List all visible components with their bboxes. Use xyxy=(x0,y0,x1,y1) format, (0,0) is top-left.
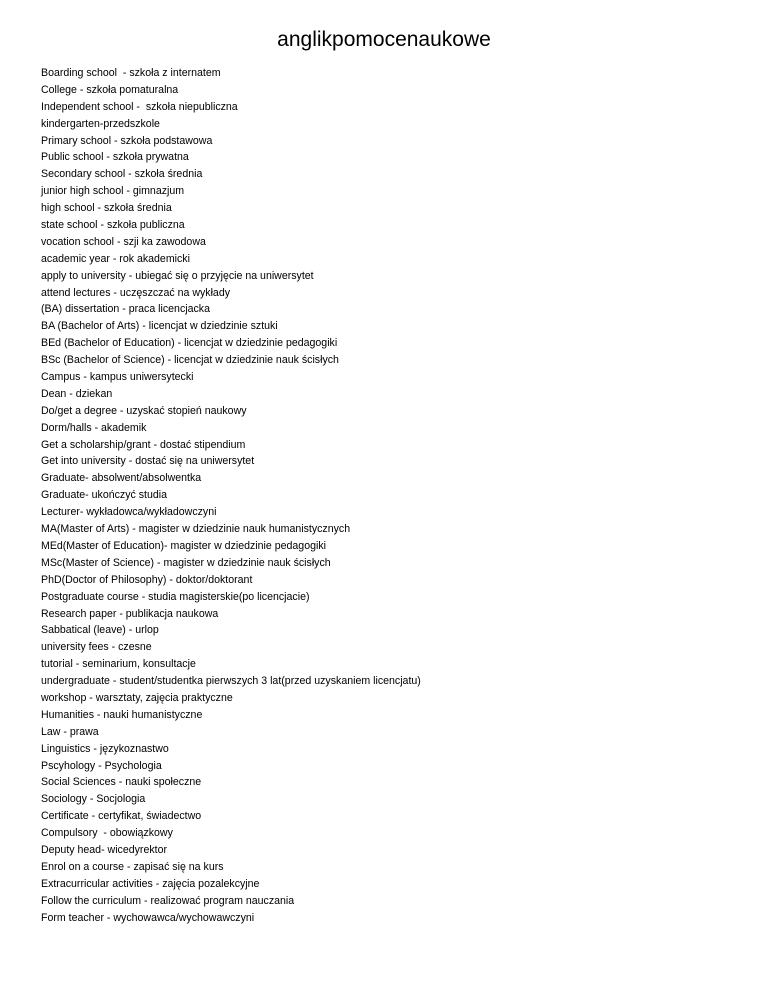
vocabulary-entry: Research paper - publikacja naukowa xyxy=(41,607,219,620)
vocabulary-entry: workshop - warsztaty, zajęcia praktyczne xyxy=(41,691,233,704)
page-title: anglikpomocenaukowe xyxy=(277,28,491,51)
vocabulary-entry: kindergarten-przedszkole xyxy=(41,117,160,130)
vocabulary-entry: College - szkoła pomaturalna xyxy=(41,83,179,96)
vocabulary-entry: undergraduate - student/studentka pierwszych 3 lat(przed uzyskaniem licencjatu) xyxy=(41,675,421,688)
vocabulary-entry: Primary school - szkoła podstawowa xyxy=(41,134,213,147)
vocabulary-entry: Extracurricular activities - zajęcia pozalekcyjne xyxy=(41,877,260,890)
vocabulary-entry: university fees - czesne xyxy=(41,641,152,654)
vocabulary-list xyxy=(41,65,421,926)
vocabulary-entry: Dean - dziekan xyxy=(41,387,113,400)
vocabulary-entry: Compulsory - obowiązkowy xyxy=(41,827,173,840)
vocabulary-entry: Linguistics - językoznastwo xyxy=(41,742,169,755)
vocabulary-entry: Lecturer- wykładowca/wykładowczyni xyxy=(41,506,217,519)
vocabulary-entry: Humanities - nauki humanistyczne xyxy=(41,708,203,721)
vocabulary-entry: Certificate - certyfikat, świadectwo xyxy=(41,810,202,823)
vocabulary-entry: Dorm/halls - akademik xyxy=(41,421,147,434)
vocabulary-entry: Postgraduate course - studia magisterskie(po licencjacie) xyxy=(41,590,310,603)
vocabulary-entry: (BA) dissertation - praca licencjacka xyxy=(41,303,210,316)
vocabulary-entry: Sociology - Socjologia xyxy=(41,793,146,806)
vocabulary-entry: Deputy head- wicedyrektor xyxy=(41,843,168,856)
vocabulary-entry: BA (Bachelor of Arts) - licencjat w dziedzinie sztuki xyxy=(41,320,278,333)
vocabulary-entry: Independent school - szkoła niepubliczna xyxy=(41,100,238,113)
vocabulary-entry: MSc(Master of Science) - magister w dziedzinie nauk ścisłych xyxy=(41,556,331,569)
vocabulary-entry: Social Sciences - nauki społeczne xyxy=(41,776,202,789)
vocabulary-entry: MEd(Master of Education)- magister w dziedzinie pedagogiki xyxy=(41,539,326,552)
vocabulary-entry: BEd (Bachelor of Education) - licencjat w dziedzinie pedagogiki xyxy=(41,337,338,350)
vocabulary-entry: junior high school - gimnazjum xyxy=(41,185,185,198)
vocabulary-entry: Pscyhology - Psychologia xyxy=(41,759,162,772)
vocabulary-entry: Graduate- absolwent/absolwentka xyxy=(41,472,202,485)
vocabulary-entry: academic year - rok akademicki xyxy=(41,252,190,265)
vocabulary-entry: tutorial - seminarium, konsultacje xyxy=(41,658,196,671)
vocabulary-entry: Public school - szkoła prywatna xyxy=(41,151,189,164)
vocabulary-entry: Get into university - dostać się na uniwersytet xyxy=(41,455,255,468)
vocabulary-entry: Follow the curriculum - realizować program nauczania xyxy=(41,894,295,907)
vocabulary-entry: Get a scholarship/grant - dostać stipendium xyxy=(41,438,246,451)
vocabulary-entry: state school - szkoła publiczna xyxy=(41,219,185,232)
vocabulary-entry: Enrol on a course - zapisać się na kurs xyxy=(41,860,224,873)
vocabulary-entry: attend lectures - uczęszczać na wykłady xyxy=(41,286,231,299)
vocabulary-entry: BSc (Bachelor of Science) - licencjat w dziedzinie nauk ścisłych xyxy=(41,354,339,367)
vocabulary-entry: vocation school - szji ka zawodowa xyxy=(41,235,206,248)
vocabulary-entry: Do/get a degree - uzyskać stopień naukowy xyxy=(41,404,247,417)
vocabulary-entry: PhD(Doctor of Philosophy) - doktor/doktorant xyxy=(41,573,253,586)
vocabulary-entry: Sabbatical (leave) - urlop xyxy=(41,624,159,637)
vocabulary-entry: apply to university - ubiegać się o przyjęcie na uniwersytet xyxy=(41,269,314,282)
vocabulary-entry: Form teacher - wychowawca/wychowawczyni xyxy=(41,911,255,924)
vocabulary-entry: Secondary school - szkoła średnia xyxy=(41,168,203,181)
vocabulary-entry: high school - szkoła średnia xyxy=(41,202,172,215)
vocabulary-entry: Campus - kampus uniwersytecki xyxy=(41,371,194,384)
vocabulary-entry: Boarding school - szkoła z internatem xyxy=(41,67,221,79)
vocabulary-entry: Graduate- ukończyć studia xyxy=(41,489,168,502)
vocabulary-entry: Law - prawa xyxy=(41,725,99,738)
vocabulary-entry: MA(Master of Arts) - magister w dziedzinie nauk humanistycznych xyxy=(41,523,351,536)
